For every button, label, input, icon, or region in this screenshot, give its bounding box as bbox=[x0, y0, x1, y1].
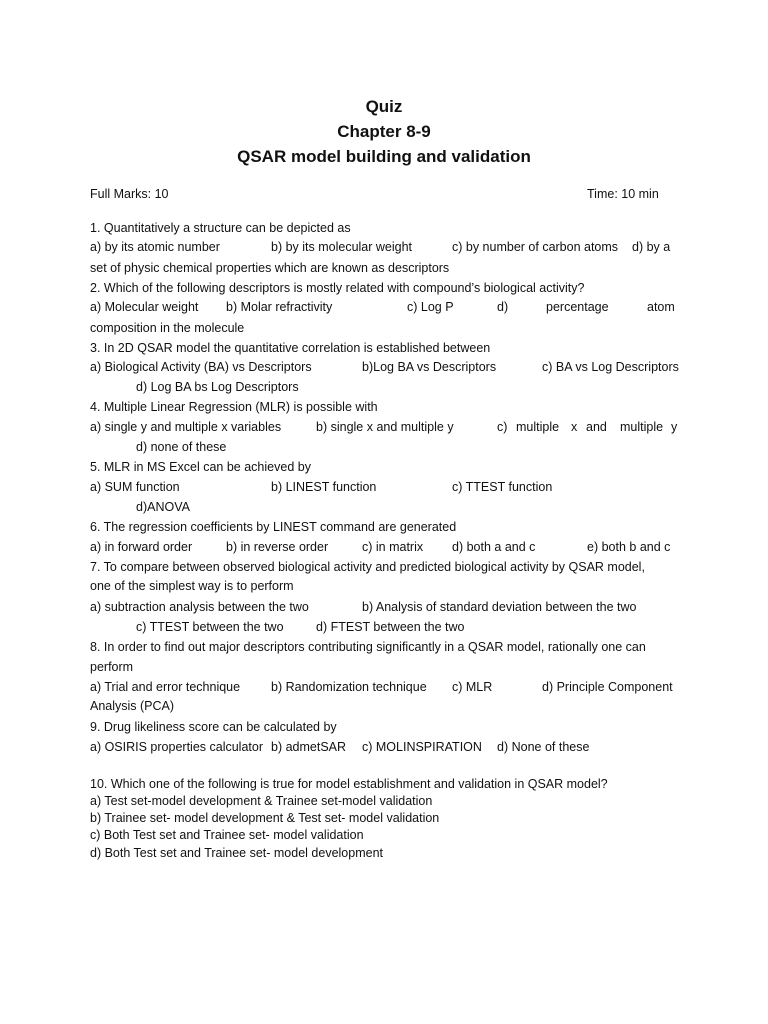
question-2: 2. Which of the following descriptors is mostly related with compound’s biological activity? bbox=[90, 281, 585, 295]
question-1-continuation: set of physic chemical properties which are known as descriptors bbox=[90, 261, 450, 275]
question-3: 3. In 2D QSAR model the quantitative correlation is established between bbox=[90, 341, 491, 355]
option: d) none of these bbox=[136, 440, 227, 454]
option: b) Randomization technique bbox=[271, 680, 427, 694]
option: percentage bbox=[546, 300, 609, 314]
option: a) Biological Activity (BA) vs Descriptors bbox=[90, 360, 312, 374]
option: d) None of these bbox=[497, 740, 590, 754]
question-7-line2: one of the simplest way is to perform bbox=[90, 579, 294, 593]
title-chapter: Chapter 8-9 bbox=[337, 122, 431, 141]
option: c) MLR bbox=[452, 680, 493, 694]
question-10-option-c: c) Both Test set and Trainee set- model validation bbox=[90, 828, 364, 842]
option: a) by its atomic number bbox=[90, 240, 220, 254]
option: b) LINEST function bbox=[271, 480, 377, 494]
option: a) subtraction analysis between the two bbox=[90, 600, 309, 614]
option: c) Log P bbox=[407, 300, 454, 314]
question-1: 1. Quantitatively a structure can be depicted as bbox=[90, 221, 351, 235]
question-8: 8. In order to find out major descriptors contributing significantly in a QSAR model, rationally one can bbox=[90, 640, 646, 654]
option: c) bbox=[497, 420, 508, 434]
option: d) FTEST between the two bbox=[316, 620, 465, 634]
option: b) single x and multiple y bbox=[316, 420, 454, 434]
title-topic: QSAR model building and validation bbox=[237, 147, 531, 166]
option: c) TTEST between the two bbox=[136, 620, 284, 634]
option: atom bbox=[647, 300, 675, 314]
question-10-option-a: a) Test set-model development & Trainee set-model validation bbox=[90, 794, 433, 808]
option: multiple bbox=[620, 420, 664, 434]
question-4: 4. Multiple Linear Regression (MLR) is possible with bbox=[90, 400, 378, 414]
time-limit: Time: 10 min bbox=[587, 187, 659, 201]
option: y bbox=[671, 420, 678, 434]
option: d) Log BA bs Log Descriptors bbox=[136, 380, 299, 394]
option: d) Principle Component bbox=[542, 680, 673, 694]
option: a) Molecular weight bbox=[90, 300, 199, 314]
question-5: 5. MLR in MS Excel can be achieved by bbox=[90, 460, 311, 474]
option: and bbox=[586, 420, 607, 434]
option: multiple bbox=[516, 420, 560, 434]
option: c) BA vs Log Descriptors bbox=[542, 360, 679, 374]
option: b) admetSAR bbox=[271, 740, 347, 754]
question-2-continuation: composition in the molecule bbox=[90, 321, 245, 335]
option: b)Log BA vs Descriptors bbox=[362, 360, 497, 374]
option: a) in forward order bbox=[90, 540, 193, 554]
question-8-line2: perform bbox=[90, 660, 134, 674]
option: d) both a and c bbox=[452, 540, 536, 554]
question-6: 6. The regression coefficients by LINEST command are generated bbox=[90, 520, 457, 534]
option: d) bbox=[497, 300, 509, 314]
question-10: 10. Which one of the following is true for model establishment and validation in QSAR model? bbox=[90, 777, 608, 791]
option: b) by its molecular weight bbox=[271, 240, 413, 254]
option: a) Trial and error technique bbox=[90, 680, 241, 694]
option: c) MOLINSPIRATION bbox=[362, 740, 482, 754]
option: d) by a bbox=[632, 240, 671, 254]
title-block bbox=[0, 94, 768, 169]
option: b) Molar refractivity bbox=[226, 300, 333, 314]
option: c) by number of carbon atoms bbox=[452, 240, 619, 254]
option: a) OSIRIS properties calculator bbox=[90, 740, 263, 754]
option: c) TTEST function bbox=[452, 480, 553, 494]
full-marks: Full Marks: 10 bbox=[90, 187, 169, 201]
question-10-option-b: b) Trainee set- model development & Test set- model validation bbox=[90, 811, 440, 825]
option: a) SUM function bbox=[90, 480, 180, 494]
question-10-option-d: d) Both Test set and Trainee set- model development bbox=[90, 846, 383, 860]
title-quiz: Quiz bbox=[365, 97, 403, 116]
option: d)ANOVA bbox=[136, 500, 190, 514]
option: x bbox=[571, 420, 578, 434]
option: e) both b and c bbox=[587, 540, 671, 554]
question-9: 9. Drug likeliness score can be calculated by bbox=[90, 720, 337, 734]
question-8-continuation: Analysis (PCA) bbox=[90, 699, 175, 713]
option: c) in matrix bbox=[362, 540, 424, 554]
option: b) in reverse order bbox=[226, 540, 329, 554]
question-7: 7. To compare between observed biological activity and predicted biological activity by QSAR model, bbox=[90, 560, 645, 574]
option: a) single y and multiple x variables bbox=[90, 420, 282, 434]
option: b) Analysis of standard deviation between the two bbox=[362, 600, 637, 614]
